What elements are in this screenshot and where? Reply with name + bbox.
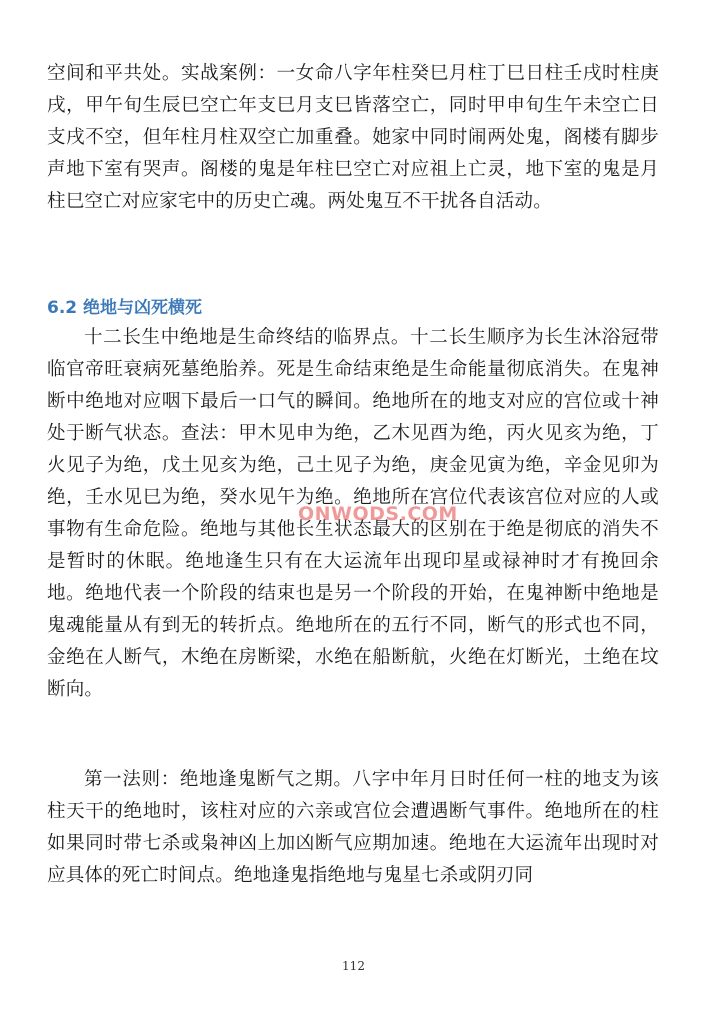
section-heading: 6.2 绝地与凶死横死 [47, 298, 203, 318]
body-paragraph: 第一法则：绝地逢鬼断气之期。八字中年月日时任何一柱的地支为该柱天干的绝地时，该柱对应的六亲或宫位会遭遇断气事件。绝地所在的柱如果同时带七杀或枭神凶上加凶断气应期加速。绝地在大运流年出现时对应具体的死亡时间点。绝地逢鬼指绝地与鬼星七杀或阴刃同 [47, 769, 659, 886]
body-paragraph: 空间和平共处。实战案例：一女命八字年柱癸巳月柱丁巳日柱壬戌时柱庚戌，甲午旬生辰巳空亡年支巳月支巳皆落空亡，同时甲申旬生午未空亡日支戌不空，但年柱月柱双空亡加重叠。她家中同时闹两处鬼，阁楼有脚步声地下室有哭声。阁楼的鬼是年柱巳空亡对应祖上亡灵，地下室的鬼是月柱巳空亡对应家宅中的历史亡魂。两处鬼互不干扰各自活动。 [47, 63, 659, 212]
watermark-text: ONWODS.COM [298, 503, 458, 525]
page-number: 112 [342, 959, 365, 973]
body-paragraph: 十二长生中绝地是生命终结的临界点。十二长生顺序为长生沐浴冠带临官帝旺衰病死墓绝胎养。死是生命结束绝是生命能量彻底消失。在鬼神断中绝地对应咽下最后一口气的瞬间。绝地所在的地支对应的宫位或十神处于断气状态。查法：甲木见申为绝，乙木见酉为绝，丙火见亥为绝，丁火见子为绝，戊土见亥为绝，己土见子为绝，庚金见寅为绝，辛金见卯为绝，壬水见巳为绝，癸水见午为绝。绝地所在宫位代表该宫位对应的人或事物有生命危险。绝地与其他长生状态最大的区别在于绝是彻底的消失不是暂时的休眠。绝地逢生只有在大运流年出现印星或禄神时才有挽回余地。绝地代表一个阶段的结束也是另一个阶段的开始，在鬼神断中绝地是鬼魂能量从有到无的转折点。绝地所在的五行不同，断气的形式也不同，金绝在人断气，木绝在房断梁，水绝在船断航，火绝在灯断光，土绝在坟断向。 [47, 327, 659, 700]
